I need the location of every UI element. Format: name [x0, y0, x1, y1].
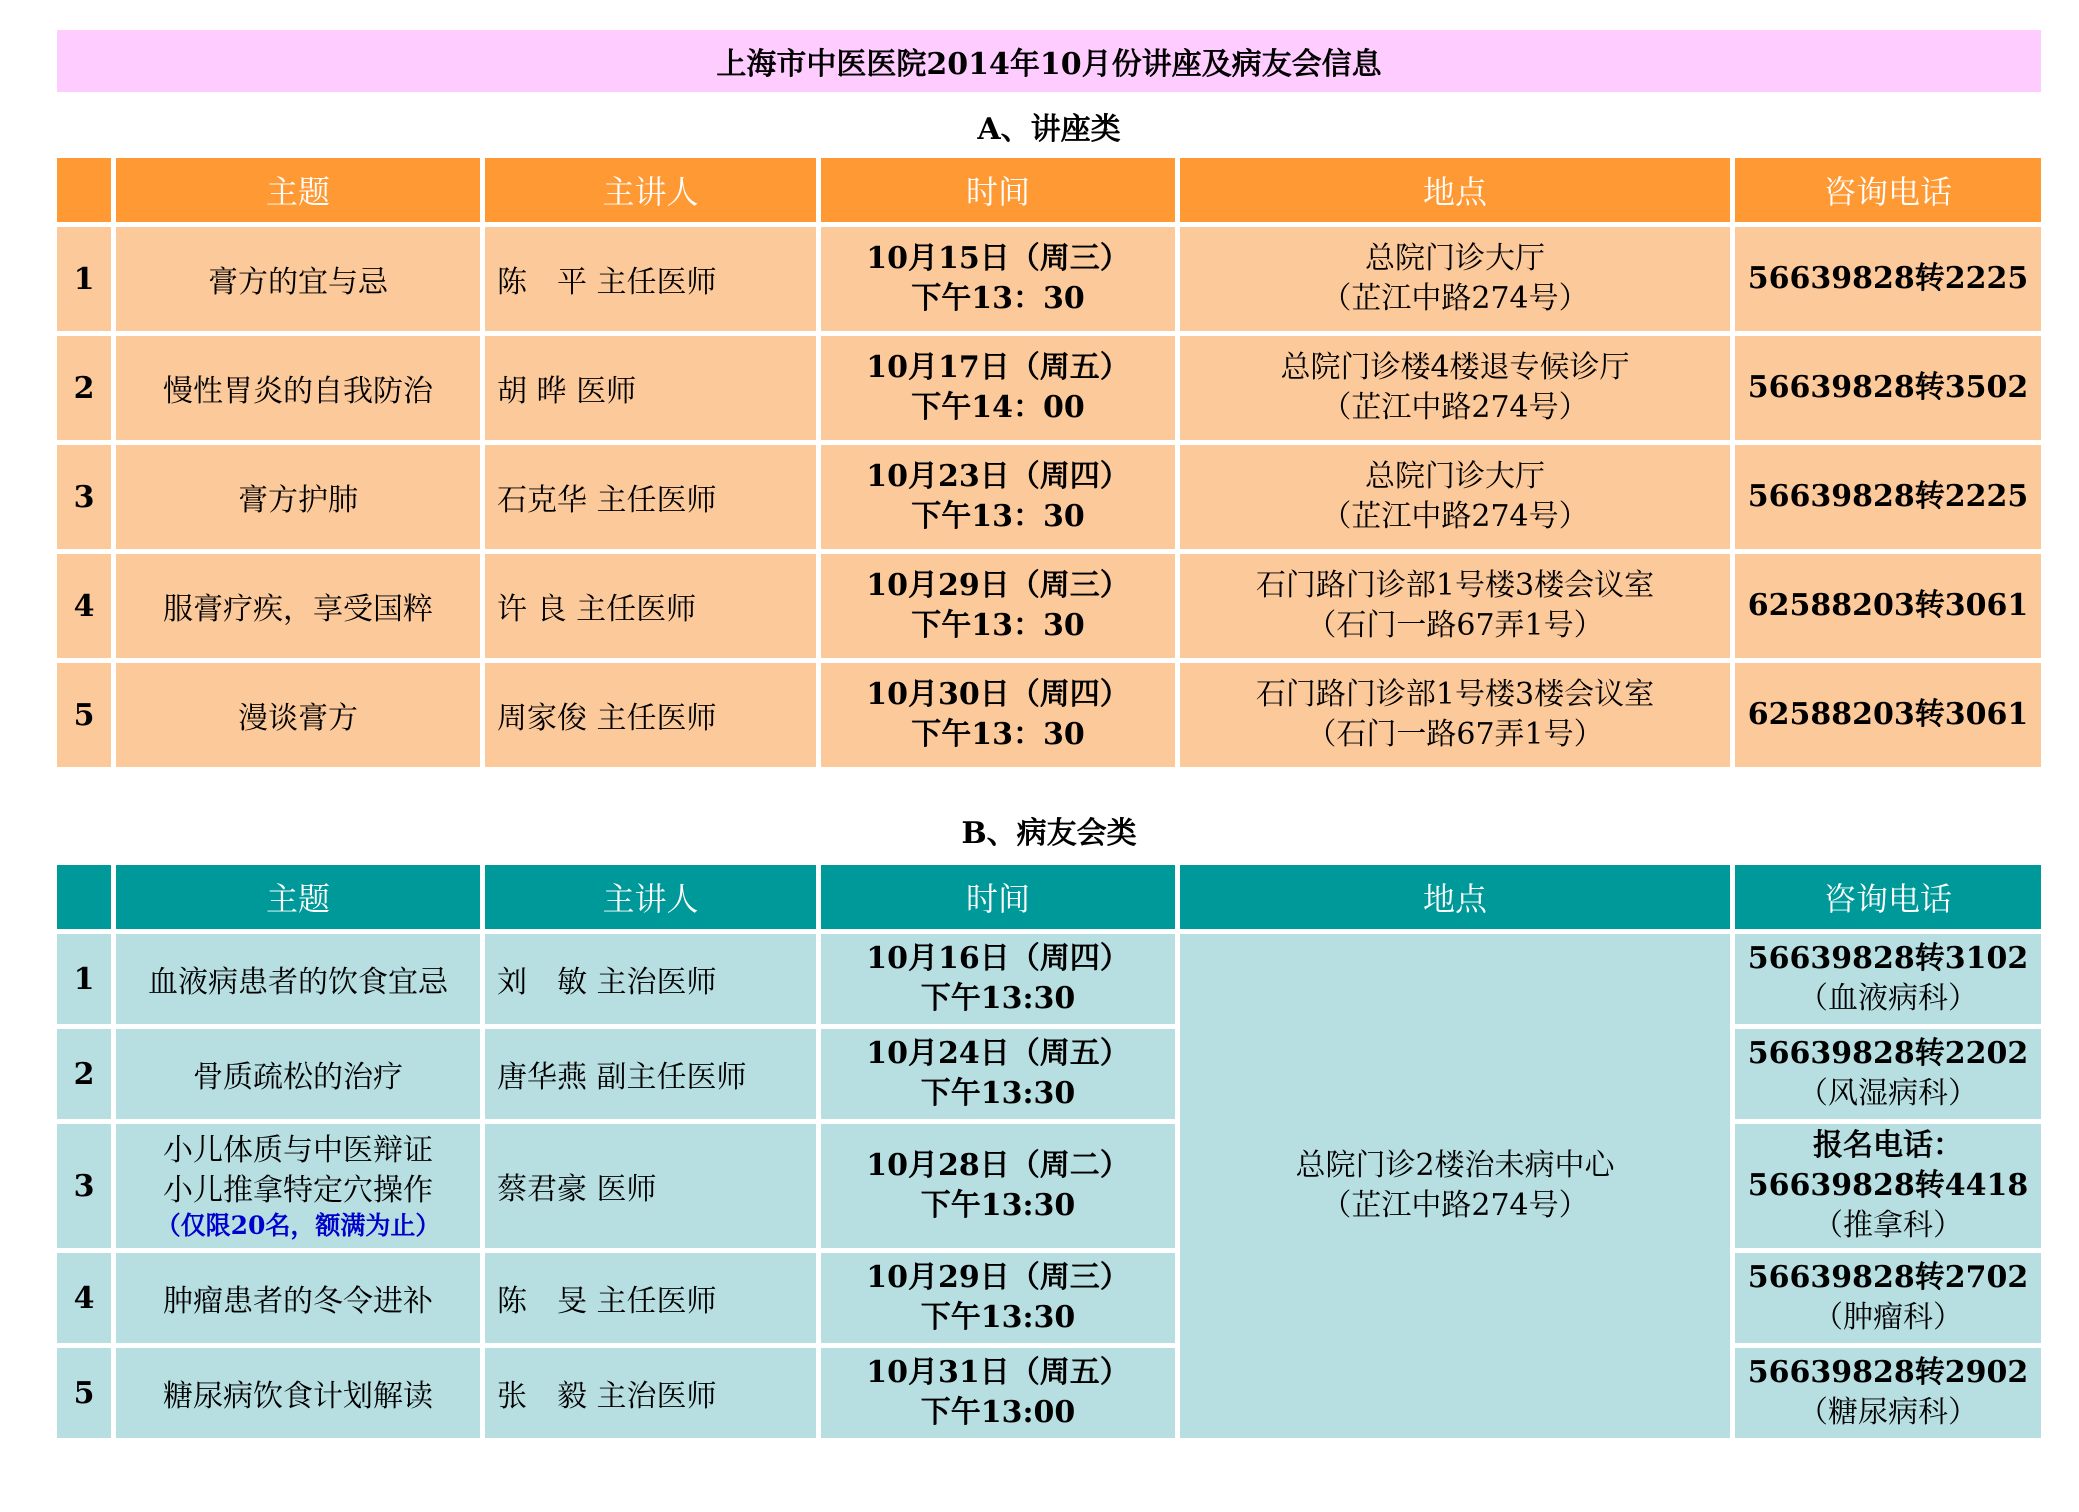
- header-phone: 咨询电话: [1735, 158, 2041, 222]
- date: 10月30日（周四）: [866, 677, 1130, 712]
- lecture-speaker: 许 良 主任医师: [485, 554, 816, 658]
- date: 10月24日（周五）: [866, 1036, 1130, 1071]
- meeting-topic: 骨质疏松的治疗: [116, 1029, 480, 1119]
- phone-label: 报名电话：: [1813, 1128, 1963, 1163]
- address: （芷江中路274号）: [1321, 281, 1589, 316]
- venue: 总院门诊2楼治未病中心: [1295, 1148, 1615, 1183]
- row-number: 2: [57, 1029, 111, 1119]
- hour: 下午13:30: [920, 1300, 1076, 1335]
- hour: 下午13:30: [920, 981, 1076, 1016]
- table-row: [57, 554, 2041, 658]
- lecture-topic: 膏方护肺: [116, 445, 480, 549]
- lecture-phone: 62588203转3061: [1735, 554, 2041, 658]
- lecture-speaker: 胡 晔 医师: [485, 336, 816, 440]
- table-row: [57, 336, 2041, 440]
- table-row: [57, 1348, 2041, 1438]
- table-row: [57, 227, 2041, 331]
- lecture-topic: 慢性胃炎的自我防治: [116, 336, 480, 440]
- meeting-topic: 血液病患者的饮食宜忌: [116, 934, 480, 1024]
- header-num: [57, 158, 111, 222]
- phone-number: 56639828转2902: [1747, 1355, 2029, 1390]
- meeting-speaker: 陈 旻 主任医师: [485, 1253, 816, 1343]
- meeting-topic: [116, 1124, 480, 1248]
- table-row: [57, 1253, 2041, 1343]
- meeting-time: [821, 1253, 1175, 1343]
- lecture-time: [821, 445, 1175, 549]
- date: 10月17日（周五）: [866, 350, 1130, 385]
- header-speaker: 主讲人: [485, 158, 816, 222]
- lecture-phone: 56639828转2225: [1735, 445, 2041, 549]
- lecture-place: [1180, 663, 1730, 767]
- lecture-speaker: 周家俊 主任医师: [485, 663, 816, 767]
- lecture-phone: 56639828转2225: [1735, 227, 2041, 331]
- lecture-time: [821, 336, 1175, 440]
- header-place: 地点: [1180, 158, 1730, 222]
- topic-line-1: 小儿体质与中医辩证: [163, 1133, 433, 1168]
- venue: 总院门诊楼4楼退专候诊厅: [1280, 350, 1630, 385]
- row-number: 3: [57, 1124, 111, 1248]
- header-num: [57, 865, 111, 929]
- table-row: [57, 445, 2041, 549]
- row-number: 1: [57, 934, 111, 1024]
- department: （糖尿病科）: [1798, 1395, 1978, 1430]
- date: 10月16日（周四）: [866, 941, 1130, 976]
- lecture-phone: 56639828转3502: [1735, 336, 2041, 440]
- header-time: 时间: [821, 865, 1175, 929]
- lecture-place: [1180, 445, 1730, 549]
- department: （推拿科）: [1813, 1208, 1963, 1243]
- address: （芷江中路274号）: [1321, 1188, 1589, 1223]
- hour: 下午13：30: [911, 499, 1085, 534]
- lecture-time: [821, 554, 1175, 658]
- table-header-row: [57, 158, 2041, 222]
- header-topic: 主题: [116, 158, 480, 222]
- hour: 下午14：00: [911, 390, 1085, 425]
- header-place: 地点: [1180, 865, 1730, 929]
- address: （芷江中路274号）: [1321, 390, 1589, 425]
- row-number: 1: [57, 227, 111, 331]
- meeting-time: [821, 1029, 1175, 1119]
- address: （芷江中路274号）: [1321, 499, 1589, 534]
- quota-note: （仅限20名，额满为止）: [155, 1211, 441, 1240]
- phone-number: 56639828转3102: [1747, 941, 2029, 976]
- address: （石门一路67弄1号）: [1306, 608, 1604, 643]
- meeting-speaker: 蔡君豪 医师: [485, 1124, 816, 1248]
- department: （风湿病科）: [1798, 1076, 1978, 1111]
- header-speaker: 主讲人: [485, 865, 816, 929]
- row-number: 5: [57, 663, 111, 767]
- hour: 下午13:30: [920, 1188, 1076, 1223]
- meeting-phone: [1735, 934, 2041, 1024]
- hour: 下午13:30: [920, 1076, 1076, 1111]
- lecture-speaker: 陈 平 主任医师: [485, 227, 816, 331]
- date: 10月31日（周五）: [866, 1355, 1130, 1390]
- lecture-topic: 膏方的宜与忌: [116, 227, 480, 331]
- date: 10月29日（周三）: [866, 568, 1130, 603]
- lecture-topic: 服膏疗疾，享受国粹: [116, 554, 480, 658]
- lecture-place: [1180, 227, 1730, 331]
- row-number: 5: [57, 1348, 111, 1438]
- meeting-phone: [1735, 1348, 2041, 1438]
- phone-number: 56639828转2202: [1747, 1036, 2029, 1071]
- meeting-speaker: 张 毅 主治医师: [485, 1348, 816, 1438]
- row-number: 4: [57, 1253, 111, 1343]
- hour: 下午13：30: [911, 608, 1085, 643]
- header-topic: 主题: [116, 865, 480, 929]
- meeting-phone: [1735, 1029, 2041, 1119]
- topic-line-2: 小儿推拿特定穴操作: [163, 1173, 433, 1208]
- table-row: [57, 1029, 2041, 1119]
- lecture-time: [821, 227, 1175, 331]
- row-number: 3: [57, 445, 111, 549]
- meeting-time: [821, 934, 1175, 1024]
- meeting-phone: [1735, 1124, 2041, 1248]
- address: （石门一路67弄1号）: [1306, 717, 1604, 752]
- date: 10月29日（周三）: [866, 1260, 1130, 1295]
- date: 10月15日（周三）: [866, 241, 1130, 276]
- lecture-place: [1180, 336, 1730, 440]
- row-number: 4: [57, 554, 111, 658]
- venue: 总院门诊大厅: [1365, 241, 1545, 276]
- header-phone: 咨询电话: [1735, 865, 2041, 929]
- meeting-time: [821, 1348, 1175, 1438]
- row-number: 2: [57, 336, 111, 440]
- page-title: 上海市中医医院2014年10月份讲座及病友会信息: [57, 30, 2041, 92]
- department: （血液病科）: [1798, 981, 1978, 1016]
- date: 10月28日（周二）: [866, 1148, 1130, 1183]
- meeting-speaker: 唐华燕 副主任医师: [485, 1029, 816, 1119]
- date: 10月23日（周四）: [866, 459, 1130, 494]
- hour: 下午13:00: [920, 1395, 1076, 1430]
- lecture-speaker: 石克华 主任医师: [485, 445, 816, 549]
- venue: 石门路门诊部1号楼3楼会议室: [1255, 568, 1655, 603]
- phone-number: 56639828转4418: [1747, 1168, 2029, 1203]
- meeting-topic: 肿瘤患者的冬令进补: [116, 1253, 480, 1343]
- phone-number: 56639828转2702: [1747, 1260, 2029, 1295]
- venue: 总院门诊大厅: [1365, 459, 1545, 494]
- department: （肿瘤科）: [1813, 1300, 1963, 1335]
- header-time: 时间: [821, 158, 1175, 222]
- meeting-phone: [1735, 1253, 2041, 1343]
- meeting-place: [1180, 934, 1730, 1438]
- section-a-title: A、讲座类: [977, 112, 1121, 147]
- table-row: [57, 663, 2041, 767]
- lecture-time: [821, 663, 1175, 767]
- patient-meeting-table: [52, 860, 2046, 1443]
- meeting-time: [821, 1124, 1175, 1248]
- lecture-table: [52, 153, 2046, 772]
- section-b-title: B、病友会类: [961, 816, 1137, 851]
- lecture-phone: 62588203转3061: [1735, 663, 2041, 767]
- hour: 下午13：30: [911, 281, 1085, 316]
- meeting-speaker: 刘 敏 主治医师: [485, 934, 816, 1024]
- venue: 石门路门诊部1号楼3楼会议室: [1255, 677, 1655, 712]
- lecture-topic: 漫谈膏方: [116, 663, 480, 767]
- table-header-row: [57, 865, 2041, 929]
- meeting-topic: 糖尿病饮食计划解读: [116, 1348, 480, 1438]
- table-row: [57, 934, 2041, 1024]
- hour: 下午13：30: [911, 717, 1085, 752]
- lecture-place: [1180, 554, 1730, 658]
- table-row: [57, 1124, 2041, 1248]
